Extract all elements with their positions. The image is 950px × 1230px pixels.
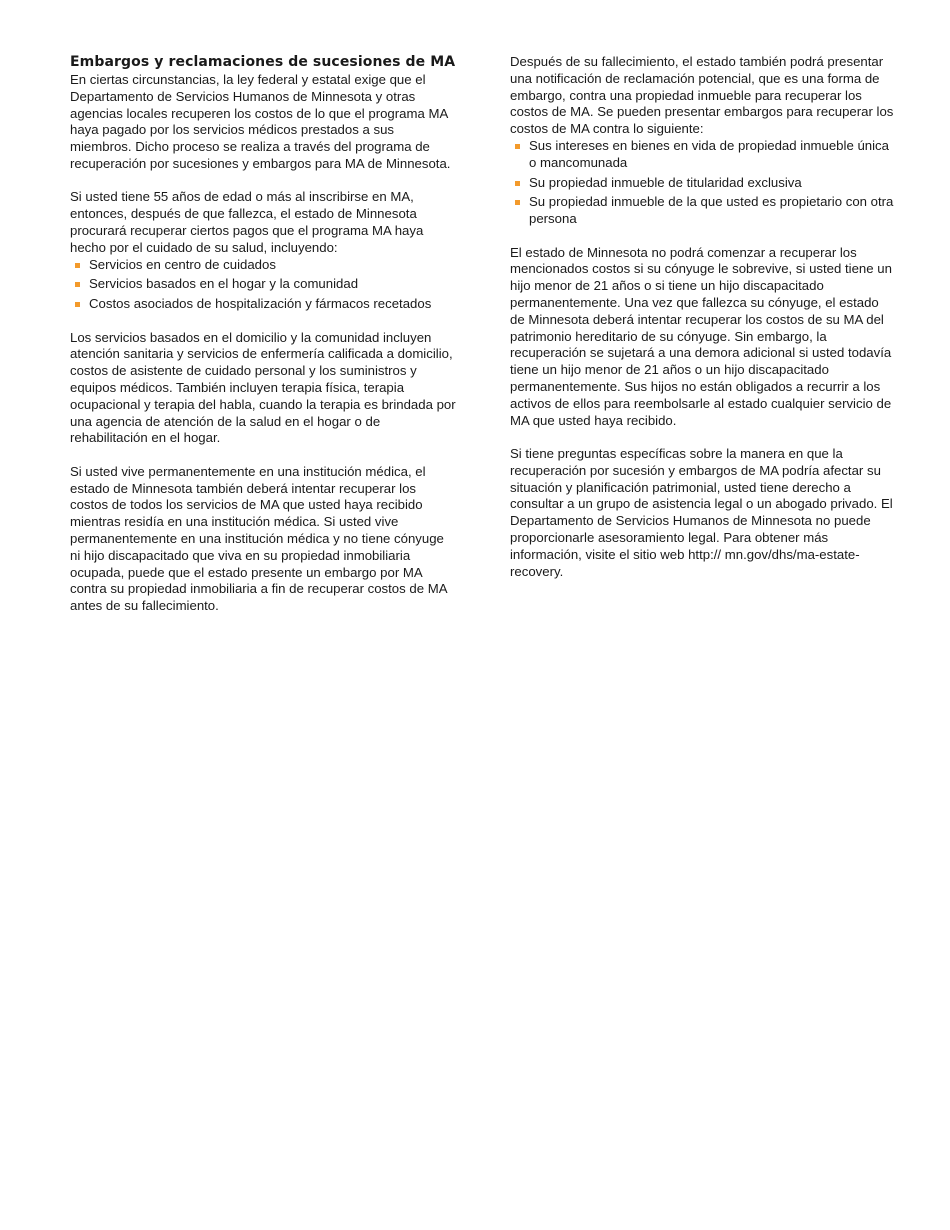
- list-item: Servicios en centro de cuidados: [70, 257, 456, 274]
- legal-advice-paragraph: Si tiene preguntas específicas sobre la manera en que la recuperación por sucesión y embargos de MA podría afectar su situación y planificación patrimonial, usted tiene derecho a consultar a un grupo de asistencia legal o un abogado privado. El Departamento de Servicios Humanos de Minnesota no puede proporcionarle asesoramiento legal. Para obtener más información, visite el sitio web http:// mn.gov/dhs/ma-estate-recovery.: [510, 445, 893, 579]
- intro-paragraph: En ciertas circunstancias, la ley federal y estatal exige que el Departamento de Servicios Humanos de Minnesota y otras agencias locales recuperen los costos de lo que el programa MA haya pagado por los servicios médicos prestados a sus miembros. Dicho proceso se realiza a través del programa de recuperación por sucesiones y embargos para MA de Minnesota.: [70, 72, 451, 171]
- list-item: Su propiedad inmueble de la que usted es propietario con otra persona: [510, 194, 895, 228]
- list-item: Sus intereses en bienes en vida de propiedad inmueble única o mancomunada: [510, 138, 895, 172]
- section-heading: Embargos y reclamaciones de sucesiones de MA: [70, 54, 456, 70]
- medical-institution-paragraph: Si usted vive permanentemente en una institución médica, el estado de Minnesota también deberá intentar recuperar los costos de todos los servicios de MA que usted haya recibido mientras residía en una institución médica. Si usted vive permanentemente en una institución médica y no tiene cónyuge ni hijo discapacitado que viva en su propiedad inmobiliaria ocupada, puede que el estado presente un embargo por MA contra su propiedad inmobiliaria a fin de recuperar costos de MA antes de su fallecimiento.: [70, 463, 447, 614]
- left-column: [70, 54, 456, 631]
- lien-property-list: [510, 138, 895, 228]
- home-community-services-paragraph: Los servicios basados en el domicilio y la comunidad incluyen atención sanitaria y servicios de enfermería calificada a domicilio, costos de asistente de cuidado personal y los suministros y equipos médicos. También incluyen terapia física, terapia ocupacional y terapia del habla, cuando la terapia es brindada por una agencia de atención de la salud en el hogar o de rehabilitación en el hogar.: [70, 329, 456, 446]
- list-item: Servicios basados en el hogar y la comunidad: [70, 276, 456, 293]
- list-item: Costos asociados de hospitalización y fármacos recetados: [70, 296, 456, 313]
- right-column: [510, 54, 895, 597]
- recovered-services-list: [70, 257, 456, 313]
- age-55-paragraph: Si usted tiene 55 años de edad o más al inscribirse en MA, entonces, después de que fallezca, el estado de Minnesota procurará recuperar ciertos pagos que el programa MA haya hecho por el cuidado de su salud, incluyendo:: [70, 189, 424, 255]
- spouse-deferral-paragraph: El estado de Minnesota no podrá comenzar a recuperar los mencionados costos si su cónyuge le sobrevive, si usted tiene un hijo menor de 21 años o si tiene un hijo discapacitado permanentemente. Una vez que fallezca su cónyuge, el estado de Minnesota deberá intentar recuperar los costos de su MA del patrimonio hereditario de su cónyuge. Sin embargo, la recuperación se sujetará a una demora adicional si usted todavía tiene un hijo menor de 21 años o un hijo discapacitado permanentemente. Sus hijos no están obligados a recurrir a los activos de ellos para reembolsarle al estado cualquier servicio de MA que usted haya recibido.: [510, 244, 892, 428]
- after-death-paragraph: Después de su fallecimiento, el estado también podrá presentar una notificación de reclamación potencial, que es una forma de embargo, contra una propiedad inmueble para recuperar los costos de MA. Se pueden presentar embargos para recuperar los costos de MA contra lo siguiente:: [510, 54, 894, 137]
- list-item: Su propiedad inmueble de titularidad exclusiva: [510, 175, 895, 192]
